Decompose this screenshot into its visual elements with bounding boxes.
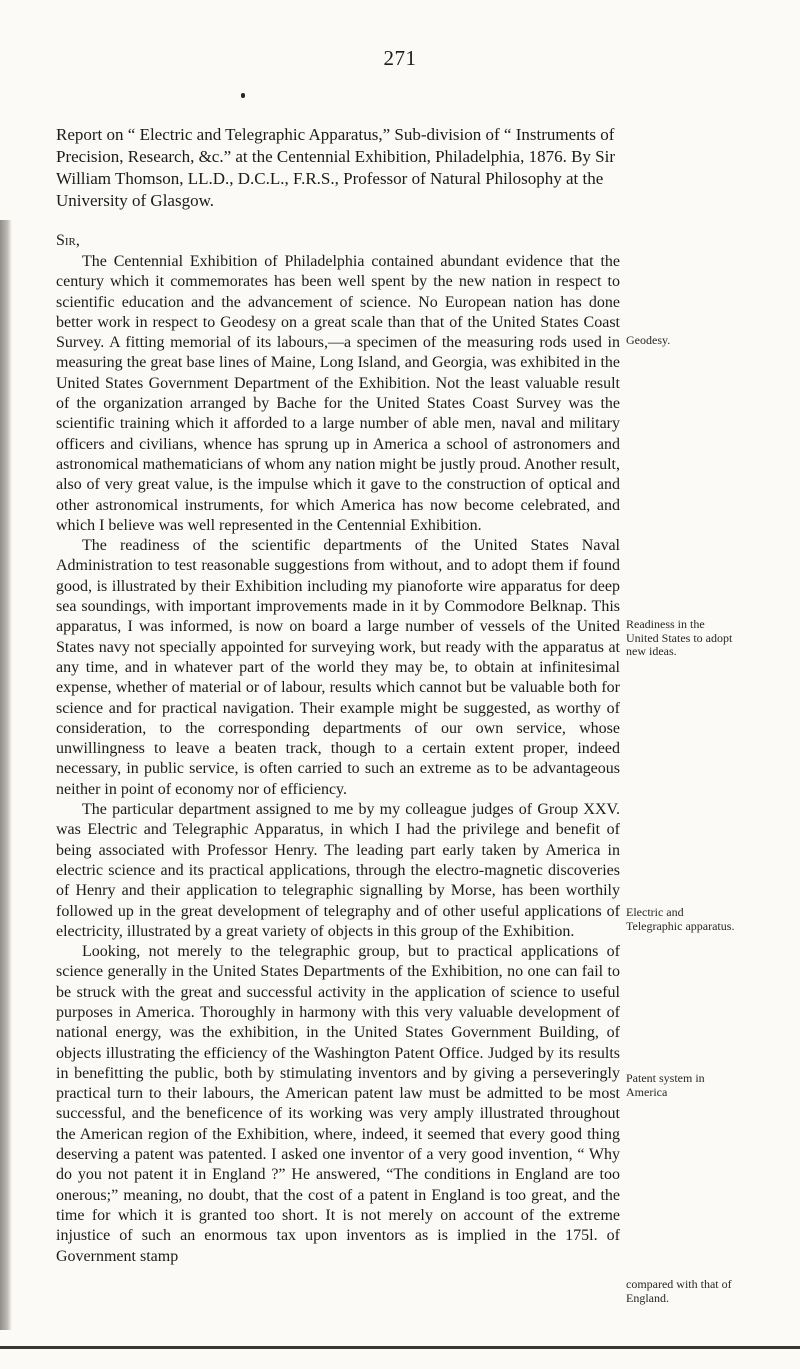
paragraph-electric-apparatus: The particular department assigned to me by my colleague judges of Group XXV. was Electric and Telegraphic Apparatus, in which I had the privilege and benefit of being associated with Professor Henry. The leading part early taken by America in electric science and its practical applications, through the electro-magnetic discoveries of Henry and their application to telegraphic signalling by Morse, has been worthily followed up in the great development of telegraphy and of other useful applications of electricity, illustrated by a great variety of objects in this group of the Exhibition. [56, 801, 620, 940]
page-number: 271 [383, 46, 417, 70]
margin-note-patent-system: Patent system in America [626, 1071, 705, 1099]
margin-note-compared-england: compared with that of England. [626, 1277, 732, 1305]
paragraph-naval-readiness: The readiness of the scientific departments of the United States Naval Administration to test reasonable suggestions from without, and to adopt them if found good, is illustrated by their Exhibition including my pianoforte wire apparatus for deep sea soundings, with important improvements made in it by Commodore Belknap. This apparatus, I was informed, is now on board a large number of vessels of the United States navy not specially appointed for surveying work, but ready with the apparatus at any time, and in whatever part of the world they may be, to obtain at infinitesimal expense, whether of material or of labour, results which cannot but be valuable both for science and for practical navigation. Their example might be suggested, as worthy of consideration, to the corresponding departments of our own service, whose unwillingness to leave a beaten track, though to a certain extent proper, indeed necessary, in public service, is often carried to such an extreme as to be advantageous neither in point of economy nor of efficiency. [56, 537, 620, 798]
page-binding-shadow [0, 220, 12, 1330]
report-heading: Report on “ Electric and Telegraphic Apparatus,” Sub-division of “ Instruments of Precision, Research, &c.” at the Centennial Exhibition, Philadelphia, 1876. By Sir William Thomson, LL.D., D.C.L., F.R.S., Professor of Natural Philosophy at the University of Glasgow. [56, 125, 615, 210]
margin-note-geodesy: Geodesy. [626, 333, 671, 347]
report-body [56, 252, 620, 1267]
margin-note-electric-telegraphic: Electric and Telegraphic apparatus. [626, 905, 735, 933]
print-speck [241, 93, 245, 98]
salutation: Sir, [56, 232, 80, 249]
margin-note-readiness: Readiness in the United States to adopt new ideas. [626, 617, 733, 658]
paragraph-centennial: The Centennial Exhibition of Philadelphia contained abundant evidence that the century which it commemorates has been well spent by the new nation in respect to scientific education and the advancement of science. No European nation has done better work in respect to Geodesy on a great scale than that of the United States Coast Survey. A fitting memorial of its labours,—a specimen of the measuring rods used in measuring the great base lines of Maine, Long Island, and Georgia, was exhibited in the United States Government Department of the Exhibition. Not the least valuable result of the organization arranged by Bache for the United States Coast Survey was the scientific training which it afforded to a large number of able men, naval and military officers and civilians, whence has sprung up in America a school of astronomers and astronomical mathematicians of whom any nation might be justly proud. Another result, also of very great value, is the impulse which it gave to the construction of optical and other astronomical instruments, for which America has now become celebrated, and which I believe was well represented in the Centennial Exhibition. [56, 253, 620, 534]
paragraph-patent-system: Looking, not merely to the telegraphic group, but to practical applications of science generally in the United States Departments of the Exhibition, no one can fail to be struck with the great and successful activity in the application of science to useful purposes in America. Thoroughly in harmony with this very valuable development of national energy, was the exhibition, in the United States Government Building, of objects illustrating the efficiency of the Washington Patent Office. Judged by its results in benefitting the public, both by stimulating inventors and by giving a perseveringly practical turn to their labours, the American patent law must be admitted to be most successful, and the beneficence of its working was very amply illustrated throughout the American region of the Exhibition, where, indeed, it seemed that every good thing deserving a patent was patented. I asked one inventor of a very good invention, “ Why do you not patent it in England ?” He answered, “The conditions in England are too onerous;” meaning, no doubt, that the cost of a patent in England is too great, and the time for which it is granted too short. It is not merely on account of the extreme injustice of such an enormous tax upon inventors as is implied in the 175l. of Government stamp [56, 943, 620, 1265]
page-bottom-edge [0, 1346, 800, 1349]
